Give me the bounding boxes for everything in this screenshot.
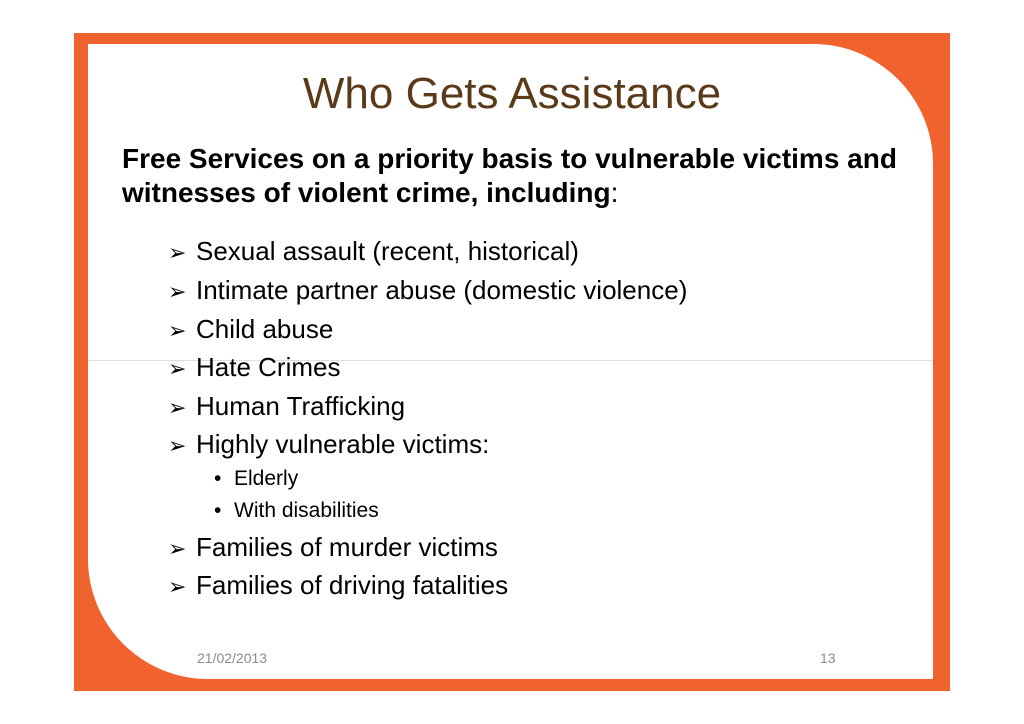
intro-text bbox=[122, 142, 922, 210]
arrow-bullet-icon: ➢ bbox=[168, 574, 187, 599]
bullet-text: Human Trafficking bbox=[196, 391, 406, 421]
bullet-text: Families of driving fatalities bbox=[196, 570, 509, 600]
arrow-bullet-icon: ➢ bbox=[168, 240, 187, 265]
arrow-bullet-icon: ➢ bbox=[168, 318, 187, 343]
arrow-bullet-icon: ➢ bbox=[168, 279, 187, 304]
dot-bullet-icon: • bbox=[214, 467, 222, 490]
arrow-bullet-icon: ➢ bbox=[168, 536, 187, 561]
slide-title: Who Gets Assistance bbox=[302, 69, 722, 118]
intro-colon: : bbox=[610, 177, 619, 208]
sub-bullet-text: With disabilities bbox=[234, 499, 379, 522]
list-item bbox=[168, 314, 333, 346]
sub-list-item bbox=[214, 498, 379, 524]
bullet-text: Child abuse bbox=[196, 314, 334, 344]
slide-number: 13 bbox=[820, 650, 836, 666]
list-item bbox=[168, 532, 498, 564]
arrow-bullet-icon: ➢ bbox=[168, 395, 187, 420]
list-item bbox=[168, 352, 340, 384]
list-item bbox=[168, 391, 405, 423]
list-item bbox=[168, 275, 687, 307]
intro-bold-text: Free Services on a priority basis to vulnerable victims and witnesses of violent crime, including bbox=[122, 143, 897, 208]
list-item bbox=[168, 570, 508, 602]
bullet-text: Families of murder victims bbox=[196, 532, 498, 562]
footer-date: 21/02/2013 bbox=[197, 650, 268, 666]
list-item bbox=[168, 236, 579, 268]
list-item bbox=[168, 429, 489, 461]
bullet-text: Hate Crimes bbox=[196, 352, 341, 382]
bullet-text: Highly vulnerable victims: bbox=[196, 429, 490, 459]
arrow-bullet-icon: ➢ bbox=[168, 433, 187, 458]
dot-bullet-icon: • bbox=[214, 499, 222, 522]
bullet-text: Sexual assault (recent, historical) bbox=[196, 236, 579, 266]
sub-list-item bbox=[214, 466, 298, 492]
sub-bullet-text: Elderly bbox=[234, 467, 299, 490]
arrow-bullet-icon: ➢ bbox=[168, 356, 187, 381]
bullet-text: Intimate partner abuse (domestic violence) bbox=[196, 275, 688, 305]
